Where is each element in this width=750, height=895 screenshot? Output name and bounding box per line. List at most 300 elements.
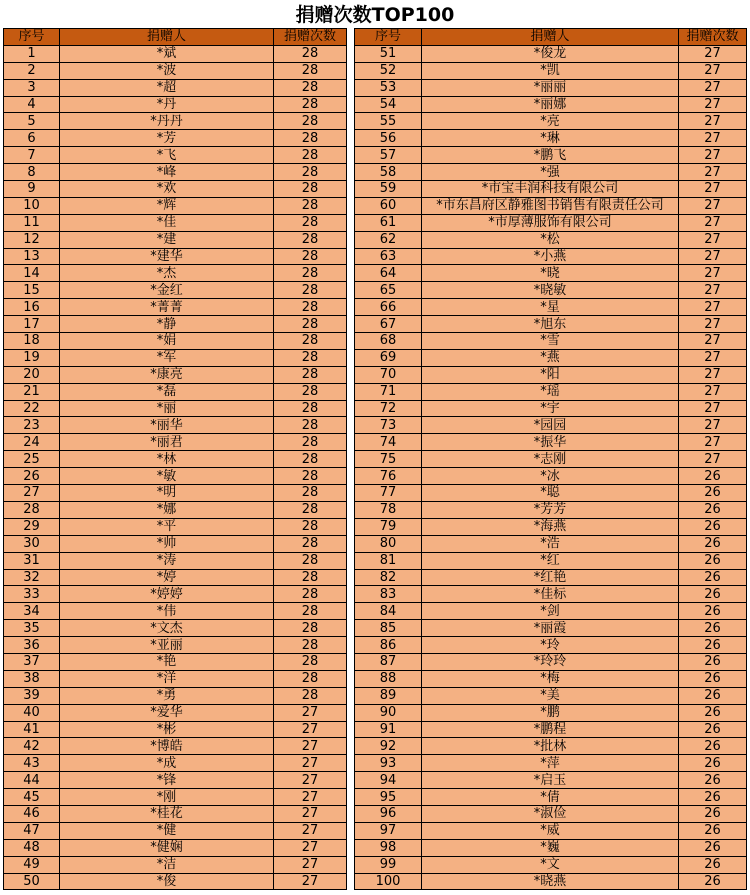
rank-cell: 8 [4, 164, 60, 181]
table-row [4, 839, 347, 856]
count-cell: 28 [274, 535, 347, 552]
rank-cell: 100 [355, 873, 422, 890]
donor-cell: *辉 [60, 197, 274, 214]
donor-cell: *冰 [422, 468, 679, 485]
rank-cell: 54 [355, 96, 422, 113]
table-row [355, 620, 747, 637]
rank-cell: 36 [4, 637, 60, 654]
rank-cell: 98 [355, 839, 422, 856]
table-row [4, 653, 347, 670]
count-cell: 27 [274, 755, 347, 772]
table-row [355, 501, 747, 518]
rank-cell: 46 [4, 805, 60, 822]
rank-cell: 34 [4, 603, 60, 620]
rank-cell: 88 [355, 670, 422, 687]
table-row [4, 333, 347, 350]
rank-cell: 50 [4, 873, 60, 890]
table-row [355, 822, 747, 839]
count-cell: 28 [274, 468, 347, 485]
rank-cell: 16 [4, 299, 60, 316]
table-row [4, 181, 347, 198]
rank-cell: 74 [355, 434, 422, 451]
rank-cell: 4 [4, 96, 60, 113]
donor-cell: *志刚 [422, 451, 679, 468]
donor-cell: *市宝丰润科技有限公司 [422, 181, 679, 198]
table-row [355, 316, 747, 333]
count-cell: 26 [679, 552, 747, 569]
rank-cell: 96 [355, 805, 422, 822]
header-row [4, 29, 347, 46]
rank-cell: 48 [4, 839, 60, 856]
donor-cell: *丽霞 [422, 620, 679, 637]
rank-cell: 19 [4, 349, 60, 366]
rank-cell: 14 [4, 265, 60, 282]
rank-cell: 55 [355, 113, 422, 130]
count-cell: 28 [274, 637, 347, 654]
count-cell: 26 [679, 653, 747, 670]
rank-cell: 45 [4, 789, 60, 806]
count-cell: 26 [679, 755, 747, 772]
count-cell: 28 [274, 603, 347, 620]
rank-cell: 40 [4, 704, 60, 721]
count-cell: 26 [679, 839, 747, 856]
count-cell: 28 [274, 147, 347, 164]
rank-cell: 33 [4, 586, 60, 603]
table-row [4, 501, 347, 518]
rank-cell: 5 [4, 113, 60, 130]
table-row [4, 299, 347, 316]
rank-cell: 24 [4, 434, 60, 451]
donor-cell: *丹丹 [60, 113, 274, 130]
table-row [355, 670, 747, 687]
rank-cell: 21 [4, 383, 60, 400]
rank-cell: 87 [355, 653, 422, 670]
count-cell: 27 [274, 822, 347, 839]
table-row [4, 620, 347, 637]
count-cell: 27 [274, 873, 347, 890]
count-cell: 26 [679, 856, 747, 873]
rank-cell: 67 [355, 316, 422, 333]
donor-cell: *佳标 [422, 586, 679, 603]
count-cell: 27 [679, 400, 747, 417]
count-cell: 28 [274, 96, 347, 113]
table-row [355, 164, 747, 181]
donor-cell: *菁菁 [60, 299, 274, 316]
rank-cell: 31 [4, 552, 60, 569]
donor-cell: *建 [60, 231, 274, 248]
table-row [355, 468, 747, 485]
count-cell: 26 [679, 873, 747, 890]
table-row [355, 485, 747, 502]
donor-cell: *帅 [60, 535, 274, 552]
donor-cell: *玲 [422, 637, 679, 654]
count-cell: 27 [679, 316, 747, 333]
rank-cell: 51 [355, 45, 422, 62]
count-cell: 26 [679, 721, 747, 738]
rank-cell: 76 [355, 468, 422, 485]
rank-cell: 15 [4, 282, 60, 299]
table-row [355, 417, 747, 434]
count-cell: 28 [274, 130, 347, 147]
count-cell: 27 [679, 248, 747, 265]
rank-cell: 9 [4, 181, 60, 198]
rank-cell: 27 [4, 485, 60, 502]
rank-cell: 94 [355, 772, 422, 789]
count-cell: 27 [274, 721, 347, 738]
table-row [4, 400, 347, 417]
donor-cell: *林 [60, 451, 274, 468]
donor-cell: *锋 [60, 772, 274, 789]
table-row [4, 755, 347, 772]
rank-cell: 2 [4, 62, 60, 79]
count-cell: 28 [274, 434, 347, 451]
rank-cell: 49 [4, 856, 60, 873]
count-cell: 28 [274, 282, 347, 299]
table-row [4, 687, 347, 704]
rank-cell: 3 [4, 79, 60, 96]
count-cell: 28 [274, 79, 347, 96]
donor-cell: *芳芳 [422, 501, 679, 518]
donor-cell: *倩 [422, 789, 679, 806]
rank-cell: 93 [355, 755, 422, 772]
donor-cell: *涛 [60, 552, 274, 569]
donor-cell: *超 [60, 79, 274, 96]
rank-cell: 72 [355, 400, 422, 417]
table-row [4, 805, 347, 822]
table-row [355, 299, 747, 316]
table-row [355, 197, 747, 214]
donor-cell: *健 [60, 822, 274, 839]
table-row [4, 214, 347, 231]
rank-cell: 66 [355, 299, 422, 316]
count-cell: 27 [679, 62, 747, 79]
donor-cell: *批林 [422, 738, 679, 755]
donor-cell: *建华 [60, 248, 274, 265]
table-row [4, 113, 347, 130]
donor-cell: *丽 [60, 400, 274, 417]
table-row [355, 856, 747, 873]
table-row [355, 333, 747, 350]
count-cell: 26 [679, 687, 747, 704]
donor-cell: *振华 [422, 434, 679, 451]
table-row [355, 248, 747, 265]
rank-cell: 90 [355, 704, 422, 721]
table-row [4, 62, 347, 79]
count-cell: 28 [274, 316, 347, 333]
count-cell: 27 [274, 772, 347, 789]
table-row [355, 383, 747, 400]
count-cell: 26 [679, 704, 747, 721]
donor-cell: *琳 [422, 130, 679, 147]
donor-cell: *市东昌府区静雅图书销售有限责任公司 [422, 197, 679, 214]
table-row [4, 535, 347, 552]
rank-cell: 1 [4, 45, 60, 62]
table-row [355, 637, 747, 654]
rank-cell: 28 [4, 501, 60, 518]
count-cell: 26 [679, 805, 747, 822]
rank-cell: 71 [355, 383, 422, 400]
table-row [4, 518, 347, 535]
rank-cell: 11 [4, 214, 60, 231]
table-row [4, 569, 347, 586]
donor-cell: *爱华 [60, 704, 274, 721]
donor-cell: *伟 [60, 603, 274, 620]
table-row [4, 316, 347, 333]
table-row [4, 552, 347, 569]
rank-cell: 83 [355, 586, 422, 603]
count-cell: 26 [679, 518, 747, 535]
donor-cell: *鹏飞 [422, 147, 679, 164]
count-cell: 27 [679, 45, 747, 62]
rank-cell: 60 [355, 197, 422, 214]
count-cell: 28 [274, 45, 347, 62]
table-row [355, 349, 747, 366]
table-row [4, 417, 347, 434]
count-cell: 27 [679, 434, 747, 451]
rank-cell: 89 [355, 687, 422, 704]
count-cell: 28 [274, 501, 347, 518]
donor-cell: *阳 [422, 366, 679, 383]
header-count: 捐赠次数 [274, 29, 347, 46]
rank-cell: 91 [355, 721, 422, 738]
donor-cell: *欢 [60, 181, 274, 198]
donor-cell: *勇 [60, 687, 274, 704]
count-cell: 27 [679, 79, 747, 96]
count-cell: 26 [679, 738, 747, 755]
table-row [355, 653, 747, 670]
count-cell: 26 [679, 535, 747, 552]
count-cell: 26 [679, 822, 747, 839]
rank-cell: 63 [355, 248, 422, 265]
count-cell: 26 [679, 485, 747, 502]
count-cell: 28 [274, 417, 347, 434]
donor-cell: *市厚薄服饰有限公司 [422, 214, 679, 231]
rank-cell: 85 [355, 620, 422, 637]
count-cell: 28 [274, 197, 347, 214]
donor-cell: *威 [422, 822, 679, 839]
count-cell: 27 [679, 417, 747, 434]
rank-cell: 35 [4, 620, 60, 637]
donor-cell: *燕 [422, 349, 679, 366]
table-row [355, 518, 747, 535]
rank-cell: 20 [4, 366, 60, 383]
count-cell: 27 [679, 181, 747, 198]
table-row [4, 164, 347, 181]
donor-cell: *军 [60, 349, 274, 366]
table-row [4, 147, 347, 164]
rank-cell: 86 [355, 637, 422, 654]
count-cell: 28 [274, 485, 347, 502]
rank-cell: 12 [4, 231, 60, 248]
donor-cell: *海燕 [422, 518, 679, 535]
donor-cell: *剑 [422, 603, 679, 620]
rank-cell: 13 [4, 248, 60, 265]
rank-cell: 58 [355, 164, 422, 181]
donor-cell: *鹏 [422, 704, 679, 721]
rank-cell: 10 [4, 197, 60, 214]
table-row [4, 856, 347, 873]
table-row [4, 738, 347, 755]
donor-cell: *淑俭 [422, 805, 679, 822]
donor-cell: *博皓 [60, 738, 274, 755]
rank-cell: 80 [355, 535, 422, 552]
donor-cell: *雪 [422, 333, 679, 350]
table-row [355, 552, 747, 569]
rank-cell: 84 [355, 603, 422, 620]
donor-cell: *金红 [60, 282, 274, 299]
rank-cell: 82 [355, 569, 422, 586]
table-row [355, 789, 747, 806]
rank-cell: 69 [355, 349, 422, 366]
donor-cell: *鹏程 [422, 721, 679, 738]
donor-cell: *峰 [60, 164, 274, 181]
donor-cell: *彬 [60, 721, 274, 738]
table-row [4, 468, 347, 485]
ranking-table-right [354, 28, 747, 890]
donor-cell: *艳 [60, 653, 274, 670]
donor-cell: *文杰 [60, 620, 274, 637]
table-row [4, 248, 347, 265]
table-row [4, 772, 347, 789]
rank-cell: 53 [355, 79, 422, 96]
rank-cell: 64 [355, 265, 422, 282]
donor-cell: *康亮 [60, 366, 274, 383]
donor-cell: *旭东 [422, 316, 679, 333]
count-cell: 26 [679, 620, 747, 637]
count-cell: 28 [274, 586, 347, 603]
count-cell: 26 [679, 670, 747, 687]
table-row [4, 721, 347, 738]
count-cell: 27 [274, 839, 347, 856]
rank-cell: 99 [355, 856, 422, 873]
count-cell: 27 [679, 282, 747, 299]
count-cell: 28 [274, 333, 347, 350]
donor-cell: *成 [60, 755, 274, 772]
table-row [355, 400, 747, 417]
count-cell: 28 [274, 552, 347, 569]
rank-cell: 78 [355, 501, 422, 518]
donor-cell: *丽丽 [422, 79, 679, 96]
donor-cell: *亮 [422, 113, 679, 130]
table-row [355, 772, 747, 789]
count-cell: 28 [274, 181, 347, 198]
table-row [4, 873, 347, 890]
count-cell: 27 [679, 299, 747, 316]
table-row [355, 265, 747, 282]
table-row [355, 738, 747, 755]
table-row [4, 197, 347, 214]
count-cell: 26 [679, 586, 747, 603]
rank-cell: 79 [355, 518, 422, 535]
donor-cell: *丽华 [60, 417, 274, 434]
count-cell: 26 [679, 603, 747, 620]
table-row [355, 805, 747, 822]
donor-cell: *波 [60, 62, 274, 79]
table-row [4, 383, 347, 400]
table-row [4, 789, 347, 806]
table-row [355, 96, 747, 113]
count-cell: 27 [679, 366, 747, 383]
rank-cell: 41 [4, 721, 60, 738]
table-row [4, 637, 347, 654]
count-cell: 27 [679, 383, 747, 400]
count-cell: 28 [274, 164, 347, 181]
table-row [355, 755, 747, 772]
donor-cell: *丽娜 [422, 96, 679, 113]
count-cell: 28 [274, 349, 347, 366]
table-row [4, 231, 347, 248]
table-row [355, 569, 747, 586]
donor-cell: *美 [422, 687, 679, 704]
count-cell: 27 [274, 856, 347, 873]
table-row [355, 366, 747, 383]
table-row [355, 451, 747, 468]
donor-cell: *斌 [60, 45, 274, 62]
rank-cell: 62 [355, 231, 422, 248]
donor-cell: *明 [60, 485, 274, 502]
donor-cell: *磊 [60, 383, 274, 400]
rank-cell: 65 [355, 282, 422, 299]
count-cell: 28 [274, 670, 347, 687]
header-rank: 序号 [4, 29, 60, 46]
rank-cell: 73 [355, 417, 422, 434]
table-row [4, 130, 347, 147]
table-row [355, 282, 747, 299]
donor-cell: *佳 [60, 214, 274, 231]
rank-cell: 17 [4, 316, 60, 333]
table-row [355, 873, 747, 890]
table-row [355, 687, 747, 704]
count-cell: 27 [679, 333, 747, 350]
donor-cell: *丽君 [60, 434, 274, 451]
table-row [355, 181, 747, 198]
table-row [355, 231, 747, 248]
count-cell: 27 [274, 704, 347, 721]
table-row [4, 822, 347, 839]
donor-cell: *梅 [422, 670, 679, 687]
rank-cell: 75 [355, 451, 422, 468]
count-cell: 28 [274, 214, 347, 231]
table-row [4, 586, 347, 603]
donor-cell: *萍 [422, 755, 679, 772]
donor-cell: *晓 [422, 265, 679, 282]
table-row [355, 839, 747, 856]
header-row [355, 29, 747, 46]
donor-cell: *文 [422, 856, 679, 873]
rank-cell: 97 [355, 822, 422, 839]
count-cell: 28 [274, 400, 347, 417]
count-cell: 26 [679, 637, 747, 654]
table-row [355, 586, 747, 603]
count-cell: 27 [679, 214, 747, 231]
donor-cell: *松 [422, 231, 679, 248]
table-row [4, 434, 347, 451]
rank-cell: 7 [4, 147, 60, 164]
count-cell: 28 [274, 62, 347, 79]
donor-cell: *晓燕 [422, 873, 679, 890]
count-cell: 27 [679, 147, 747, 164]
table-row [4, 704, 347, 721]
donor-cell: *红 [422, 552, 679, 569]
rank-cell: 29 [4, 518, 60, 535]
donor-cell: *星 [422, 299, 679, 316]
table-row [355, 113, 747, 130]
donor-cell: *娜 [60, 501, 274, 518]
table-row [355, 603, 747, 620]
donor-cell: *敏 [60, 468, 274, 485]
count-cell: 27 [679, 113, 747, 130]
table-row [355, 704, 747, 721]
